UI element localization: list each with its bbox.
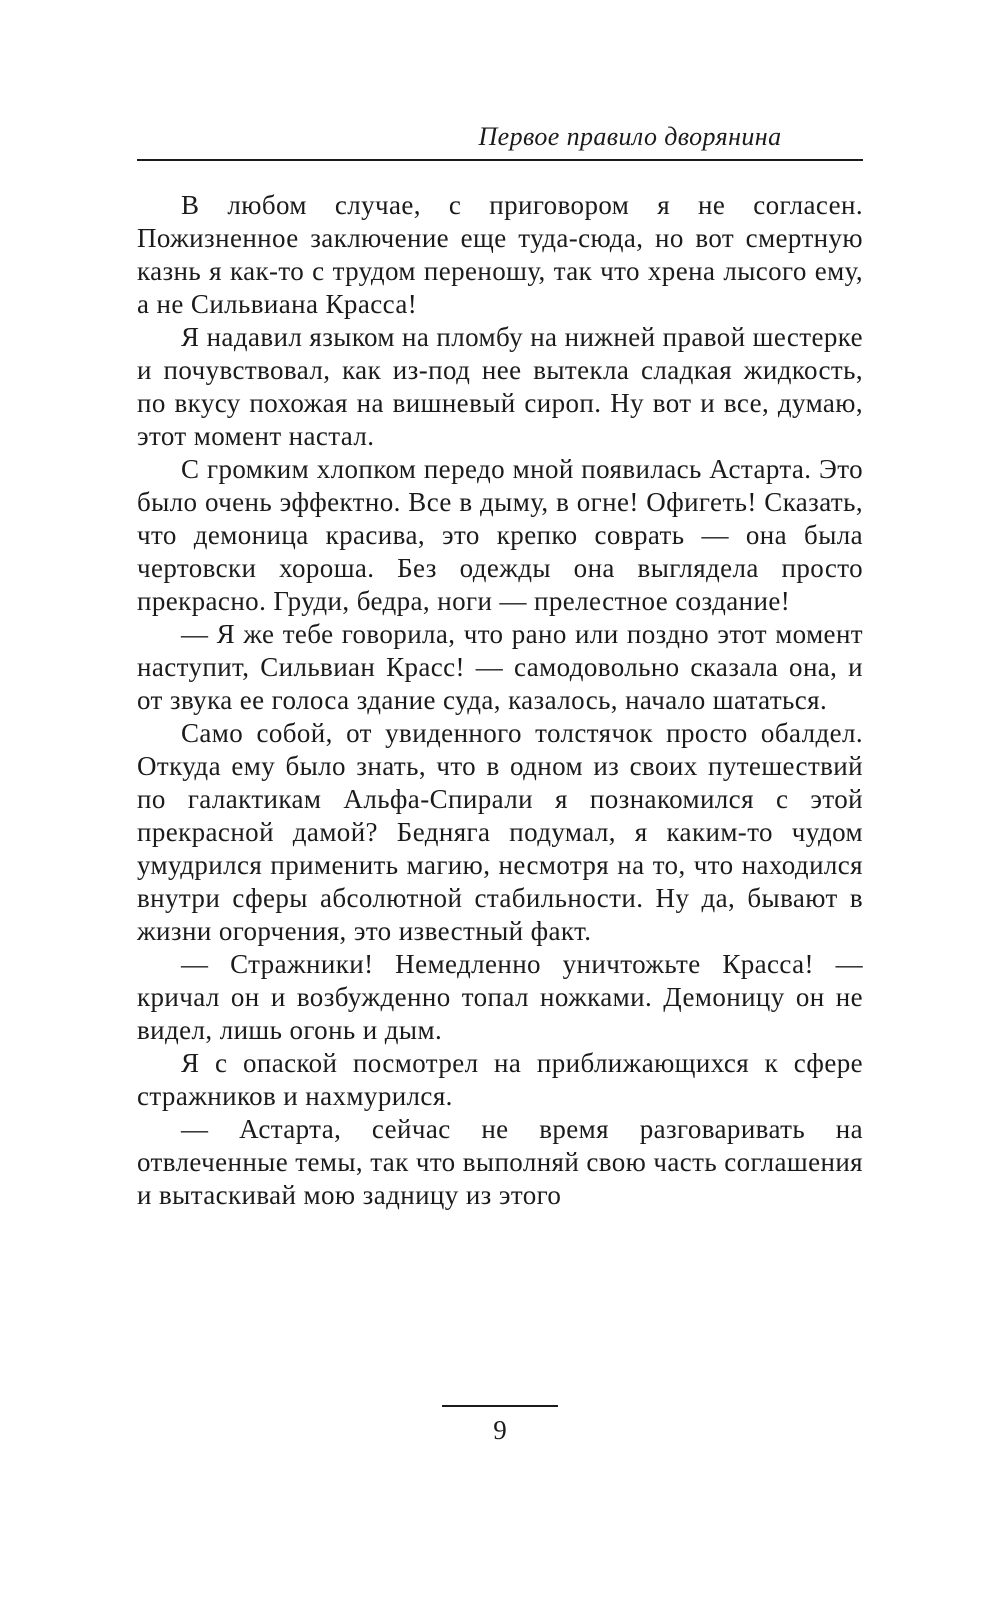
paragraph: — Астарта, сейчас не время разговаривать на отвлеченные темы, так что выполняй свою часть соглашения и вытаскивай мою задницу из этого (137, 1114, 863, 1210)
paragraph: — Я же тебе говорила, что рано или поздно этот момент наступит, Сильвиан Красс! — самодовольно сказала она, и от звука ее голоса здание суда, казалось, начало шататься. (137, 619, 863, 715)
running-header-title: Первое правило дворянина (478, 122, 782, 151)
paragraph: В любом случае, с приговором я не согласен. Пожизненное заключение еще туда-сюда, но вот смертную казнь я как-то с трудом переношу, так что хрена лысого ему, а не Сильвиана Красса! (137, 190, 863, 319)
page-header (137, 0, 863, 161)
paragraph: С громким хлопком передо мной появилась Астарта. Это было очень эффектно. Все в дыму, в огне! Офигеть! Сказать, что демоница красива, это крепко соврать — она была чертовски хороша. Без одежды она выглядела просто прекрасно. Груди, бедра, ноги — прелестное создание! (137, 454, 863, 616)
page-footer (137, 1405, 863, 1445)
body-text (137, 189, 863, 1212)
header-rule (137, 159, 863, 161)
content-column (137, 0, 863, 1212)
footer-rule (442, 1405, 558, 1407)
paragraph: Само собой, от увиденного толстячок просто обалдел. Откуда ему было знать, что в одном из своих путешествий по галактикам Альфа-Спирали я познакомился с этой прекрасной дамой? Бедняга подумал, я каким-то чудом умудрился применить магию, несмотря на то, что находился внутри сферы абсолютной стабильности. Ну да, бывают в жизни огорчения, это известный факт. (137, 718, 863, 946)
paragraph: Я надавил языком на пломбу на нижней правой шестерке и почувствовал, как из-под нее вытекла сладкая жидкость, по вкусу похожая на вишневый сироп. Ну вот и все, думаю, этот момент настал. (137, 322, 863, 451)
paragraph: Я с опаской посмотрел на приближающихся к сфере стражников и нахмурился. (137, 1048, 863, 1111)
page-number: 9 (493, 1415, 507, 1445)
paragraph: — Стражники! Немедленно уничтожьте Красса! — кричал он и возбужденно топал ножками. Демоницу он не видел, лишь огонь и дым. (137, 949, 863, 1045)
